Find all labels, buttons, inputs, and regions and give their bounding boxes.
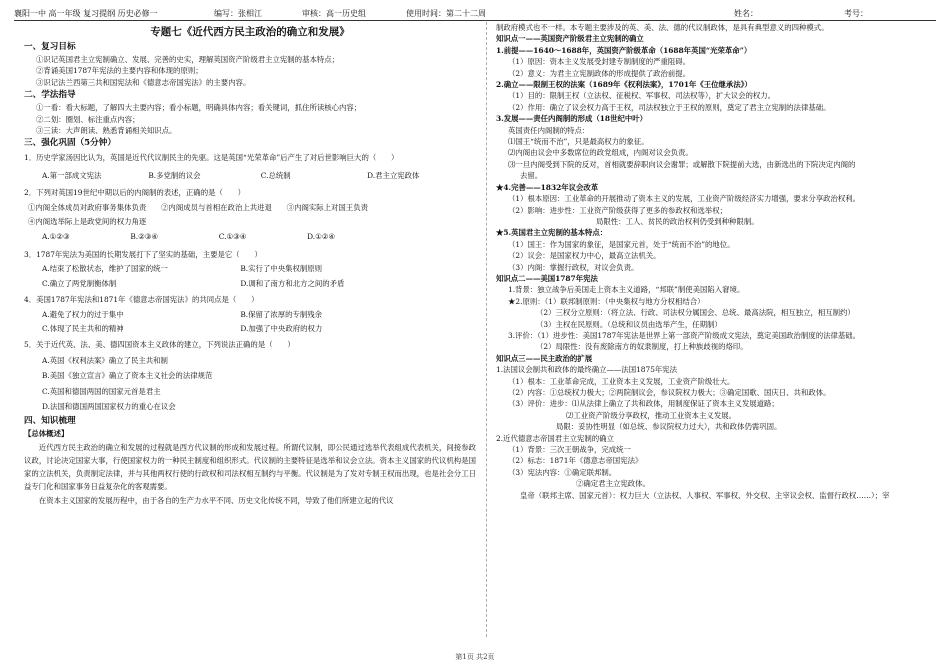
- option: A.①②③: [42, 232, 70, 242]
- method-item: ②二划：圈划、标注重点内容；: [36, 114, 140, 124]
- overview-label: 【总体概述】: [24, 429, 69, 439]
- point-line: 1.法国议会制共和政体的最终确立——法国1875年宪法: [496, 365, 678, 375]
- point-line: （1）原因：资本主义发展受封建专制制度的严重阻碍。: [508, 57, 691, 67]
- point-line: ⑵工业资产阶级分享政权，推动工业资本主义发展。: [566, 410, 736, 420]
- point-line: 局限：妥协性明显（如总统、参议院权力过大），共和政体仍需巩固。: [556, 422, 782, 432]
- option: D.调和了南方和北方之间的矛盾: [240, 278, 345, 288]
- page-header: [14, 5, 936, 21]
- point-line: 1.背景：独立战争后美国走上资本主义道路，“邦联”制使美国陷入窘境。: [508, 285, 745, 295]
- option: B.美国《独立宣言》确立了资本主义社会的法律规范: [42, 371, 213, 381]
- point-line: 去留。: [520, 171, 543, 181]
- option: A.英国《权利法案》确立了民主共和制: [42, 355, 168, 365]
- question-2-stem: 2．下列对英国19世纪中期以后的内阁制的表述，正确的是（ ）: [24, 188, 246, 198]
- point-line: （3）评价：进步：⑴从法律上确立了共和政体，用制度保证了资本主义发展道路；: [508, 399, 779, 409]
- point-line: （1）国王：作为国家的象征，是国家元首，处于“统而不治”的地位。: [508, 239, 735, 249]
- left-column: [24, 22, 476, 637]
- section-heading-knowledge: 四、知识梳理: [24, 416, 76, 427]
- option: C.总统制: [260, 170, 291, 180]
- option: B.多党制的议会: [148, 170, 201, 180]
- point-line: ★4.完善——1832年议会改革: [496, 182, 599, 192]
- point-line: ⑶一旦内阁受到下院的反对，首相就要辞职向议会谢罪；或解散下院提前大选，由新选出的下院决定内阁的: [508, 159, 856, 169]
- question-1-options: [24, 170, 476, 181]
- option: C.确立了两党制衡体制: [42, 278, 117, 288]
- option: B.②③④: [130, 232, 159, 242]
- goal-item: ③识记法兰西第三共和国宪法和《德意志帝国宪法》的主要内容。: [36, 77, 251, 87]
- point-line: ②确定君主立宪政体。: [576, 479, 650, 489]
- point-line: 2.确立——限制王权的法案（1689年《权利法案》，1701年《王位继承法》）: [496, 80, 752, 90]
- point-line: （2）意义：为君主立宪制政体的形成提供了政治前提。: [508, 68, 691, 78]
- option: D.加强了中央政府的权力: [240, 323, 323, 333]
- point-line: （1）根本：工业革命完成，工业资本主义发展，工业资产阶级壮大。: [508, 376, 735, 386]
- option: A.第一部成文宪法: [42, 170, 102, 180]
- section-heading-practice: 三、强化巩固（5分钟）: [24, 138, 116, 149]
- point-line: （1）背景：三次王朝战争，完成统一: [508, 445, 631, 455]
- point-line: （2）三权分立原则：（将立法、行政、司法权分属国会、总统、最高法院，相互独立，相互制约）: [536, 308, 855, 318]
- point-line: ★2.原则：（1）联邦制原则：（中央集权与地方分权相结合）: [508, 296, 705, 306]
- header-school: 襄阳一中 高一年级 复习提纲 历史必修一: [14, 9, 158, 18]
- method-item: ③三读：大声朗读、熟悉背诵相关知识点。: [36, 126, 177, 136]
- option: A.结束了松散状态，维护了国家的统一: [42, 264, 168, 274]
- point-line: 3.发展——责任内阁制的形成（18世纪中叶）: [496, 114, 648, 124]
- option: D.法国和德国两国国家权力的重心在议会: [42, 401, 176, 411]
- question-3-options-row2: [24, 278, 476, 289]
- question-1-stem: 1．历史学家汤因比认为，英国是近代代议制民主的先驱。这是英国“光荣革命”后产生了对后世影响巨大的（ ）: [24, 153, 399, 163]
- point-line: （2）局限性：没有废除南方的奴隶制度，打上种族歧视的烙印。: [536, 342, 748, 352]
- point-line: （1）根本原因：工业革命的开展推动了资本主义的发展，工业资产阶级经济实力增强，要求分享政治权利。: [508, 194, 861, 204]
- question-2-options: [24, 231, 476, 242]
- point-line: ⑴国王“统而不治”，只是最高权力的象征。: [508, 137, 649, 147]
- point-line: 1.前提——1640～1688年，英国资产阶级革命（1688年英国“光荣革命”）: [496, 45, 752, 55]
- point-line: （1）目的：限制王权（立法权、征税权、军事权、司法权等），扩大议会的权力。: [508, 91, 776, 101]
- question-2-statements: ①内阁全体成员对政府事务集体负责 ②内阁成员与首相在政治上共进退 ③内阁实际上对国王负责: [28, 202, 368, 212]
- point-line: （2）作用：确立了议会权力高于王权，司法权独立于王权的原则，奠定了君主立宪制的法律基础。: [508, 102, 831, 112]
- option: C.①③④: [218, 232, 247, 242]
- point-line: （3）宪法内容：①确定联邦制。: [508, 467, 617, 477]
- question-4-stem: 4．美国1787年宪法和1871年《德意志帝国宪法》的共同点是（ ）: [24, 295, 259, 305]
- right-column: [496, 22, 936, 637]
- option: C.体现了民主共和的精神: [42, 323, 124, 333]
- option: B.保留了浓厚的专制残余: [240, 309, 323, 319]
- document-title: 专题七《近代西方民主政治的确立和发展》: [150, 26, 350, 38]
- option: D.君主立宪政体: [367, 170, 420, 180]
- header-time: 使用时间：第二十二周: [406, 9, 486, 18]
- section-heading-goals: 一、复习目标: [24, 42, 76, 52]
- point-line: 3.评价：（1）进步性：美国1787年宪法是世界上第一部资产阶级成文宪法，奠定美国政治制度的法律基础。: [508, 330, 861, 340]
- header-name-label: 姓名：: [734, 9, 758, 18]
- knowledge-point-3-heading: 知识点三——民主政治的扩展: [496, 353, 593, 363]
- header-reviewer: 审核：高一历史组: [302, 9, 366, 18]
- column-divider: [486, 22, 488, 637]
- point-line: 英国责任内阁制的特点：: [508, 125, 590, 135]
- goal-item: ②背诵美国1787年宪法的主要内容和体现的原则；: [36, 66, 203, 76]
- point-line: （2）内容：①总统权力极大；②两院制议会，参议院权力极大；③确定国歌、国庆日、共和政体。: [508, 388, 831, 397]
- option: C.英国和德国两国的国家元首是君主: [42, 386, 161, 396]
- option: A.避免了权力的过于集中: [42, 309, 124, 319]
- page-footer: 第1页 共2页: [455, 653, 495, 661]
- header-exam-label: 考号：: [844, 9, 868, 18]
- knowledge-point-1-heading: 知识点一——英国资产阶级君主立宪制的确立: [496, 34, 644, 44]
- point-line: （2）标志：1871年《德意志帝国宪法》: [508, 456, 643, 466]
- point-line: （3）主权在民原则。（总统和议员由选举产生，任期制）: [536, 319, 722, 329]
- goal-item: ①识记英国君主立宪制确立、发展、完善的史实，理解英国资产阶级君主立宪制的基本特点；: [36, 55, 340, 64]
- header-editor: 编写：张相江: [214, 9, 262, 18]
- question-4-options-row2: [24, 323, 476, 334]
- section-heading-method: 二、学法指导: [24, 90, 76, 101]
- question-4-options-row1: [24, 309, 476, 320]
- option: D.①②④: [307, 232, 335, 242]
- point-line: 2.近代德意志帝国君主立宪制的确立: [496, 433, 614, 443]
- knowledge-point-2-heading: 知识点二——美国1787年宪法: [496, 273, 598, 283]
- point-line: （2）议会：是国家权力中心，最高立法机关。: [508, 251, 661, 261]
- point-line: （3）内阁：掌握行政权，对议会负责。: [508, 262, 639, 272]
- question-2-statement-4: ④内阁选举际上是政党间的权力角逐: [28, 217, 147, 227]
- point-line: 局限性：工人、贫民的政治权利仍受到种种限制。: [596, 216, 759, 226]
- intro-continuation: 制政府模式也不一样。本专题主要涉及的英、美、法、德的代议制政体，是具有典型意义的四种模式。: [496, 23, 829, 32]
- question-3-options-row1: [24, 263, 476, 274]
- question-5-stem: 5．关于近代英、法、美、德四国资本主义政体的建立，下列说法正确的是（ ）: [24, 340, 295, 350]
- point-line: （2）影响：进步性：工业资产阶级获得了更多的参政权和选举权；: [508, 205, 728, 215]
- overview-paragraph: 近代西方民主政治的确立和发展的过程就是西方代议制的形成和发展过程。所谓代议制，即公民通过选举代表组成代表机关，间接参政议政，讨论决定国家大事，行使国家权力的一种民主制度和组织形式。代议制的主要特征是选举和议会立法。资本主义国家的代议机构是国家的立法机关，负责制定法律，并与其他两权行使的行政权和司法权相互制约与平衡。代议制是为了发对专制王权而出现，也是社会分工日益专门化和国家事务日益复杂化的客观需要。: [24, 442, 476, 491]
- option: B.实行了中央集权制原则: [240, 264, 323, 274]
- method-item: ①一看：看大标题，了解四大主要内容；看小标题，明确具体内容；看关键词，抓住所读核心内容；: [36, 103, 362, 113]
- point-line: ⑵内阁由议会中多数席位的政党组成，内阁对议会负责。: [508, 148, 693, 158]
- point-line: 皇帝（联邦主席、国家元首）：权力巨大（立法权、人事权、军事权、外交权、主宰议会权、监督行政权……）；宰: [520, 490, 890, 500]
- point-line: ★5.英国君主立宪制的基本特点：: [496, 228, 608, 238]
- question-3-stem: 3．1787年宪法为美国的长期发展打下了坚实的基础，主要是它（ ）: [24, 249, 262, 259]
- overview-paragraph-2: 在资本主义国家的发展历程中，由于各自的生产力水平不同、历史文化传统不同，导致了他们所建立起的代议: [38, 495, 394, 505]
